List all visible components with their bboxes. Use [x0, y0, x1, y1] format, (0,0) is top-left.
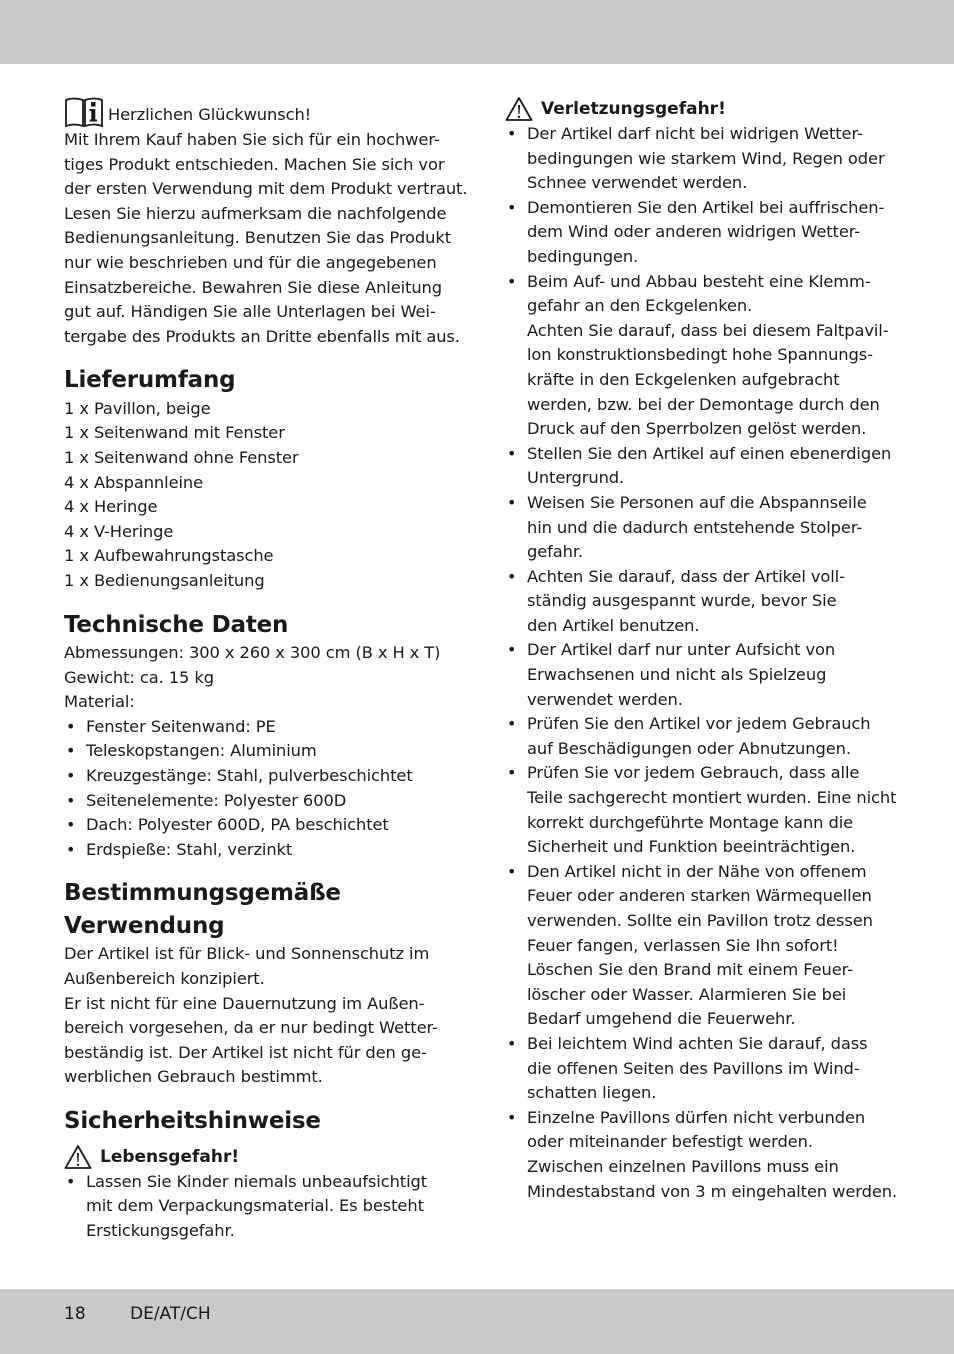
text-line: Lesen Sie hierzu aufmerksam die nachfolgende	[64, 203, 447, 223]
subheading-lebensgefahr	[64, 1144, 464, 1170]
list-item	[505, 442, 905, 491]
list-item	[505, 491, 905, 565]
text-line: • Prüfen Sie vor jedem Gebrauch, dass alle	[527, 763, 860, 783]
list-item	[505, 196, 905, 270]
list-item-text: • Erdspieße: Stahl, verzinkt	[86, 839, 293, 859]
text-line: Mit Ihrem Kauf haben Sie sich für ein hochwer-	[64, 130, 440, 149]
list-item	[64, 789, 464, 814]
list-item: 4 x V-Heringe	[64, 521, 174, 541]
text-line: nur wie beschrieben und für die angegebenen	[64, 252, 437, 272]
text-line: bedingungen wie starkem Wind, Regen oder	[527, 148, 885, 168]
text-line: Sicherheit und Funktion beeinträchtigen.	[527, 837, 856, 857]
text-line: Er ist nicht für eine Dauernutzung im Außen-	[64, 993, 425, 1013]
intro-greeting: Herzlichen Glückwunsch!	[108, 105, 312, 125]
heading-lieferumfang: Lieferumfang	[64, 367, 236, 394]
list-item	[505, 565, 905, 639]
list-item: 1 x Seitenwand mit Fenster	[64, 423, 285, 443]
list-item	[64, 764, 464, 789]
text-line: Bedarf umgehend die Feuerwehr.	[527, 1009, 796, 1029]
text-line: Der Artikel ist für Blick- und Sonnenschutz im	[64, 944, 430, 964]
text-line: Feuer fangen, verlassen Sie Ihn sofort!	[527, 935, 839, 955]
text-line: werblichen Gebrauch bestimmt.	[64, 1067, 323, 1087]
text-line: kräfte in den Eckgelenken aufgebracht	[527, 369, 840, 389]
lieferumfang-list	[64, 397, 464, 594]
text-line: ständig ausgespannt wurde, bevor Sie	[527, 591, 837, 611]
text-line: gut auf. Händigen Sie alle Unterlagen bei Wei-	[64, 302, 436, 322]
text-line: Einsatzbereiche. Bewahren Sie diese Anleitung	[64, 277, 443, 297]
subheading-lebensgefahr-text: Lebensgefahr!	[100, 1146, 240, 1167]
page-number: 18	[64, 1304, 86, 1324]
region-label: DE/AT/CH	[130, 1304, 211, 1324]
text-line: Material:	[64, 692, 135, 712]
list-item	[505, 860, 905, 1032]
text-line: Gewicht: ca. 15 kg	[64, 667, 214, 687]
text-line: verwendet werden.	[527, 689, 683, 709]
list-item: 1 x Seitenwand ohne Fenster	[64, 448, 299, 468]
intro-greeting-line	[64, 96, 464, 128]
manual-info-icon	[64, 96, 104, 128]
heading-sicherheitshinweise: Sicherheitshinweise	[64, 1108, 321, 1134]
materials-list	[64, 715, 464, 863]
list-item: 1 x Bedienungsanleitung	[64, 571, 265, 590]
text-line: Untergrund.	[527, 468, 625, 488]
list-item	[505, 761, 905, 859]
left-column	[64, 96, 468, 1243]
list-item: 4 x Heringe	[64, 497, 158, 517]
list-item-text: • Kreuzgestänge: Stahl, pulverbeschichtet	[86, 766, 413, 786]
text-line: beständig ist. Der Artikel ist nicht für den ge-	[64, 1042, 427, 1062]
header-bar	[0, 0, 954, 64]
list-item	[505, 712, 905, 761]
text-line: dem Wind oder anderen widrigen Wetter-	[527, 222, 861, 242]
text-line: • Einzelne Pavillons dürfen nicht verbunden	[527, 1107, 866, 1127]
heading-technische-daten: Technische Daten	[64, 611, 289, 638]
text-line: gefahr an den Eckgelenken.	[527, 296, 753, 316]
list-item	[505, 1106, 905, 1204]
warning-triangle-icon	[64, 1144, 92, 1170]
text-line: • Beim Auf- und Abbau besteht eine Klemm-	[527, 271, 871, 291]
text-line: bereich vorgesehen, da er nur bedingt Wetter-	[64, 1018, 438, 1038]
list-item	[505, 1032, 905, 1106]
text-line: • Stellen Sie den Artikel auf einen ebenerdigen	[527, 443, 892, 463]
list-item	[505, 122, 905, 196]
lebensgefahr-list	[64, 1170, 464, 1244]
right-column	[505, 96, 905, 1204]
text-line: Teile sachgerecht montiert wurden. Eine nicht	[527, 788, 897, 808]
text-line: auf Beschädigungen oder Abnutzungen.	[527, 738, 851, 758]
text-line: hin und die dadurch entstehende Stolper-	[527, 517, 863, 537]
list-item: 4 x Abspannleine	[64, 472, 204, 492]
text-line: • Weisen Sie Personen auf die Abspannseile	[527, 492, 867, 512]
text-line: korrekt durchgeführte Montage kann die	[527, 812, 854, 832]
subheading-verletzungsgefahr-text: Verletzungsgefahr!	[541, 99, 726, 119]
list-item	[64, 739, 464, 764]
text-line: Feuer oder anderen starken Wärmequellen	[527, 886, 872, 906]
warning-triangle-icon	[505, 96, 533, 122]
text-line: Abmessungen: 300 x 260 x 300 cm (B x H x T)	[64, 643, 441, 663]
text-line: Druck auf den Sperrbolzen gelöst werden.	[527, 419, 867, 439]
text-line: bedingungen.	[527, 246, 639, 266]
list-item-text: • Teleskopstangen: Aluminium	[86, 741, 317, 761]
text-line: Zwischen einzelnen Pavillons muss ein	[527, 1156, 839, 1176]
text-line: Löschen Sie den Brand mit einem Feuer-	[527, 960, 853, 980]
text-line: den Artikel benutzen.	[527, 615, 700, 635]
text-line: oder miteinander befestigt werden.	[527, 1132, 813, 1152]
list-item: 1 x Aufbewahrungstasche	[64, 546, 274, 566]
text-line: • Demontieren Sie den Artikel bei auffrischen-	[527, 197, 885, 217]
text-line: Bedienungsanleitung. Benutzen Sie das Produkt	[64, 228, 451, 248]
text-line: lon konstruktionsbedingt hohe Spannungs-	[527, 345, 873, 365]
text-line: • Bei leichtem Wind achten Sie darauf, dass	[527, 1033, 868, 1053]
list-item	[64, 813, 464, 838]
text-line: verwenden. Sollte ein Pavillon trotz dessen	[527, 911, 873, 930]
text-line: • Der Artikel darf nicht bei widrigen Wetter-	[527, 124, 863, 143]
text-line: die offenen Seiten des Pavillons im Wind-	[527, 1058, 860, 1078]
text-line: werden, bzw. bei der Demontage durch den	[527, 394, 880, 414]
text-line: Erwachsenen und nicht als Spielzeug	[527, 665, 827, 685]
text-line: gefahr.	[527, 542, 584, 562]
text-line: löscher oder Wasser. Alarmieren Sie bei	[527, 984, 847, 1004]
text-line: • Lassen Sie Kinder niemals unbeaufsichtigt	[86, 1171, 428, 1191]
list-item	[64, 715, 464, 740]
list-item	[64, 838, 464, 863]
text-line: Achten Sie darauf, dass bei diesem Faltpavil-	[527, 320, 889, 340]
text-line: Erstickungsgefahr.	[86, 1220, 235, 1240]
text-line: Außenbereich konzipiert.	[64, 969, 265, 989]
text-line: mit dem Verpackungsmaterial. Es besteht	[86, 1196, 424, 1216]
list-item-text: • Dach: Polyester 600D, PA beschichtet	[86, 815, 389, 835]
technische-daten-lines	[64, 641, 464, 715]
text-line: • Prüfen Sie den Artikel vor jedem Gebrauch	[527, 714, 871, 734]
list-item-text: • Fenster Seitenwand: PE	[86, 716, 276, 736]
intro-paragraph	[64, 128, 468, 349]
list-item: 1 x Pavillon, beige	[64, 398, 211, 418]
verwendung-paragraph	[64, 942, 464, 1090]
list-item	[64, 1170, 464, 1244]
heading-verwendung-line2: Verwendung	[64, 912, 225, 939]
text-line: • Achten Sie darauf, dass der Artikel voll-	[527, 566, 845, 586]
heading-verwendung-line1: Bestimmungsgemäße	[64, 880, 341, 907]
text-line: tergabe des Produkts an Dritte ebenfalls mit aus.	[64, 326, 460, 346]
heading-verwendung	[64, 877, 464, 942]
text-line: • Der Artikel darf nur unter Aufsicht von	[527, 640, 836, 660]
text-line: der ersten Verwendung mit dem Produkt vertraut.	[64, 179, 468, 199]
list-item-text: • Seitenelemente: Polyester 600D	[86, 790, 347, 810]
list-item	[505, 270, 905, 442]
text-line: Schnee verwendet werden.	[527, 173, 748, 193]
text-line: schatten liegen.	[527, 1083, 657, 1103]
verletzungsgefahr-list	[505, 122, 905, 1204]
text-line: • Den Artikel nicht in der Nähe von offenem	[527, 861, 867, 881]
text-line: tiges Produkt entschieden. Machen Sie sich vor	[64, 154, 445, 174]
list-item	[505, 638, 905, 712]
subheading-verletzungsgefahr	[505, 96, 905, 122]
text-line: Mindestabstand von 3 m eingehalten werden.	[527, 1181, 898, 1201]
